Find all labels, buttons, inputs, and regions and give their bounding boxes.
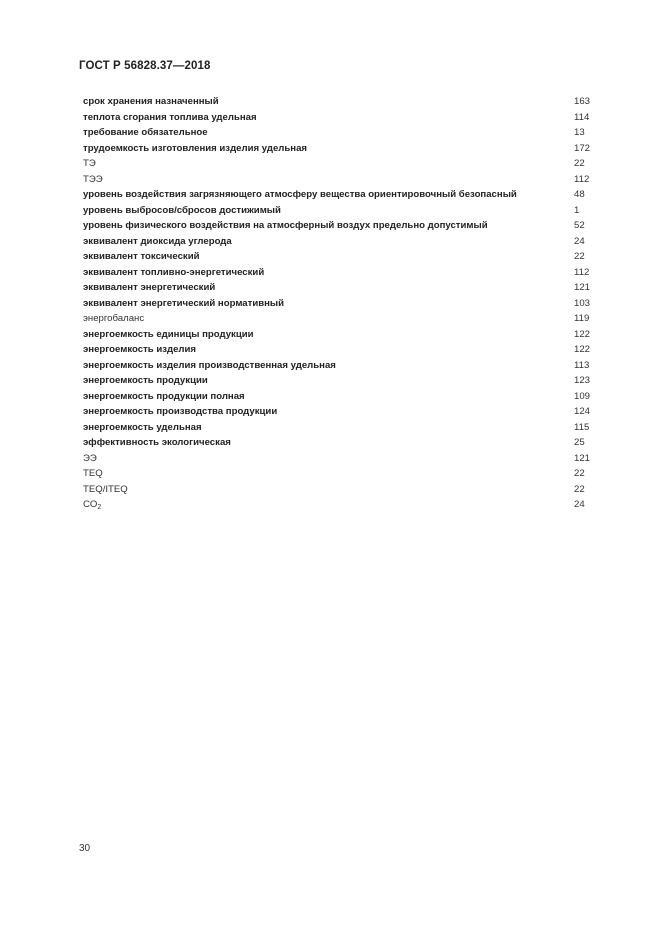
index-row — [83, 280, 603, 296]
index-row — [83, 482, 603, 498]
index-row — [83, 172, 603, 188]
index-row — [83, 358, 603, 374]
index-term-text: уровень выбросов/сбросов достижимый — [83, 204, 281, 216]
index-page-reference: 109 — [574, 390, 591, 402]
index-term — [83, 141, 307, 157]
index-row — [83, 342, 603, 358]
index-term — [83, 420, 202, 436]
index-page-reference: 115 — [574, 421, 590, 433]
index-page-reference: 112 — [574, 266, 590, 278]
index-term — [83, 172, 103, 188]
index-row — [83, 296, 603, 312]
index-page-reference: 172 — [574, 142, 591, 154]
index-term-text: CO — [83, 499, 98, 510]
index-term — [83, 218, 488, 234]
index-term-text: эквивалент энергетический нормативный — [83, 297, 285, 309]
index-term-text: теплота сгорания топлива удельная — [83, 111, 257, 123]
index-row — [83, 156, 603, 172]
index-term-text: энергоемкость продукции полная — [83, 390, 245, 402]
index-page-reference: 114 — [574, 111, 590, 123]
index-term-text: эффективность экологическая — [83, 437, 231, 448]
index-page-reference: 113 — [574, 359, 590, 371]
index-page-reference: 24 — [574, 235, 585, 247]
index-page-reference: 121 — [574, 452, 591, 464]
index-term — [83, 389, 245, 405]
index-row — [83, 327, 603, 343]
index-row — [83, 373, 603, 389]
index-row — [83, 203, 603, 219]
index-row — [83, 420, 603, 436]
index-row — [83, 94, 603, 110]
index-term-text: эквивалент диоксида углерода — [83, 235, 232, 247]
index-term-text: энергоемкость удельная — [83, 421, 202, 433]
index-page-reference: 119 — [574, 313, 590, 324]
index-term-text: трудоемкость изготовления изделия удельная — [83, 142, 307, 154]
index-term — [83, 234, 232, 250]
index-term — [83, 435, 231, 451]
alphabetical-index-list — [83, 94, 603, 513]
index-term — [83, 265, 264, 281]
index-term-text: эквивалент токсический — [83, 251, 200, 262]
index-page-reference: 124 — [574, 406, 591, 417]
index-page-reference: 112 — [574, 173, 590, 185]
index-page-reference: 1 — [574, 204, 580, 216]
index-row — [83, 141, 603, 157]
index-page-reference: 163 — [574, 96, 591, 107]
index-page-reference: 121 — [574, 282, 591, 293]
page-number: 30 — [79, 843, 91, 854]
index-term — [83, 358, 336, 374]
index-term — [83, 327, 254, 343]
index-term — [83, 94, 219, 110]
index-page-reference: 123 — [574, 375, 591, 386]
index-term — [83, 497, 101, 513]
index-page-reference: 24 — [574, 499, 585, 510]
index-page-reference: 25 — [574, 437, 585, 448]
index-page-reference: 22 — [574, 158, 585, 169]
index-term-text: ТЭЭ — [83, 173, 103, 185]
index-term-text: уровень физического воздействия на атмосферный воздух предельно допустимый — [83, 220, 488, 231]
index-row — [83, 497, 603, 513]
index-row — [83, 218, 603, 234]
index-term-text: TEQ/ITEQ — [83, 483, 128, 495]
index-row — [83, 466, 603, 482]
index-row — [83, 249, 603, 265]
index-page-reference: 22 — [574, 468, 585, 479]
index-term-text: TEQ — [83, 468, 103, 479]
index-term-text: ТЭ — [83, 158, 96, 169]
index-term-text: энергоемкость единицы продукции — [83, 328, 254, 340]
index-term — [83, 249, 200, 265]
index-page-reference: 13 — [574, 127, 585, 138]
index-page-reference: 22 — [574, 483, 585, 495]
index-term — [83, 187, 517, 203]
index-row — [83, 110, 603, 126]
index-term-text: энергоемкость производства продукции — [83, 406, 278, 417]
index-term-text: уровень воздействия загрязняющего атмосферу вещества ориентировочный безопасный — [83, 189, 517, 200]
index-term — [83, 125, 208, 141]
index-term-text: ЭЭ — [83, 452, 97, 464]
index-term — [83, 280, 215, 296]
index-term — [83, 342, 196, 358]
index-term — [83, 482, 128, 498]
index-term-text: эквивалент топливно-энергетический — [83, 266, 265, 278]
index-row — [83, 404, 603, 420]
index-term — [83, 466, 103, 482]
index-row — [83, 187, 603, 203]
index-page-reference: 122 — [574, 328, 591, 340]
index-row — [83, 125, 603, 141]
index-term — [83, 203, 281, 219]
index-term — [83, 373, 208, 389]
index-term-subscript: 2 — [97, 504, 102, 511]
index-page-reference: 103 — [574, 297, 591, 309]
index-row — [83, 234, 603, 250]
index-row — [83, 435, 603, 451]
index-page-reference: 22 — [574, 251, 585, 262]
index-row — [83, 451, 603, 467]
index-term-text: энергоемкость изделия — [83, 344, 197, 355]
index-term — [83, 156, 96, 172]
index-page-reference: 48 — [574, 189, 585, 200]
index-row — [83, 311, 603, 327]
index-term-text: энергоемкость продукции — [83, 375, 208, 386]
index-term-text: требование обязательное — [83, 127, 208, 138]
index-page-reference: 122 — [574, 344, 591, 355]
index-row — [83, 389, 603, 405]
index-term — [83, 451, 97, 467]
index-term — [83, 296, 284, 312]
index-term-text: срок хранения назначенный — [83, 96, 219, 107]
index-term-text: эквивалент энергетический — [83, 282, 216, 293]
index-page-reference: 52 — [574, 220, 585, 231]
index-term — [83, 311, 144, 327]
index-term — [83, 404, 277, 420]
document-header-title: ГОСТ Р 56828.37—2018 — [79, 60, 211, 72]
index-term-text: энергоемкость изделия производственная удельная — [83, 359, 336, 371]
index-term-text: энергобаланс — [83, 313, 145, 324]
index-row — [83, 265, 603, 281]
index-term — [83, 110, 257, 126]
